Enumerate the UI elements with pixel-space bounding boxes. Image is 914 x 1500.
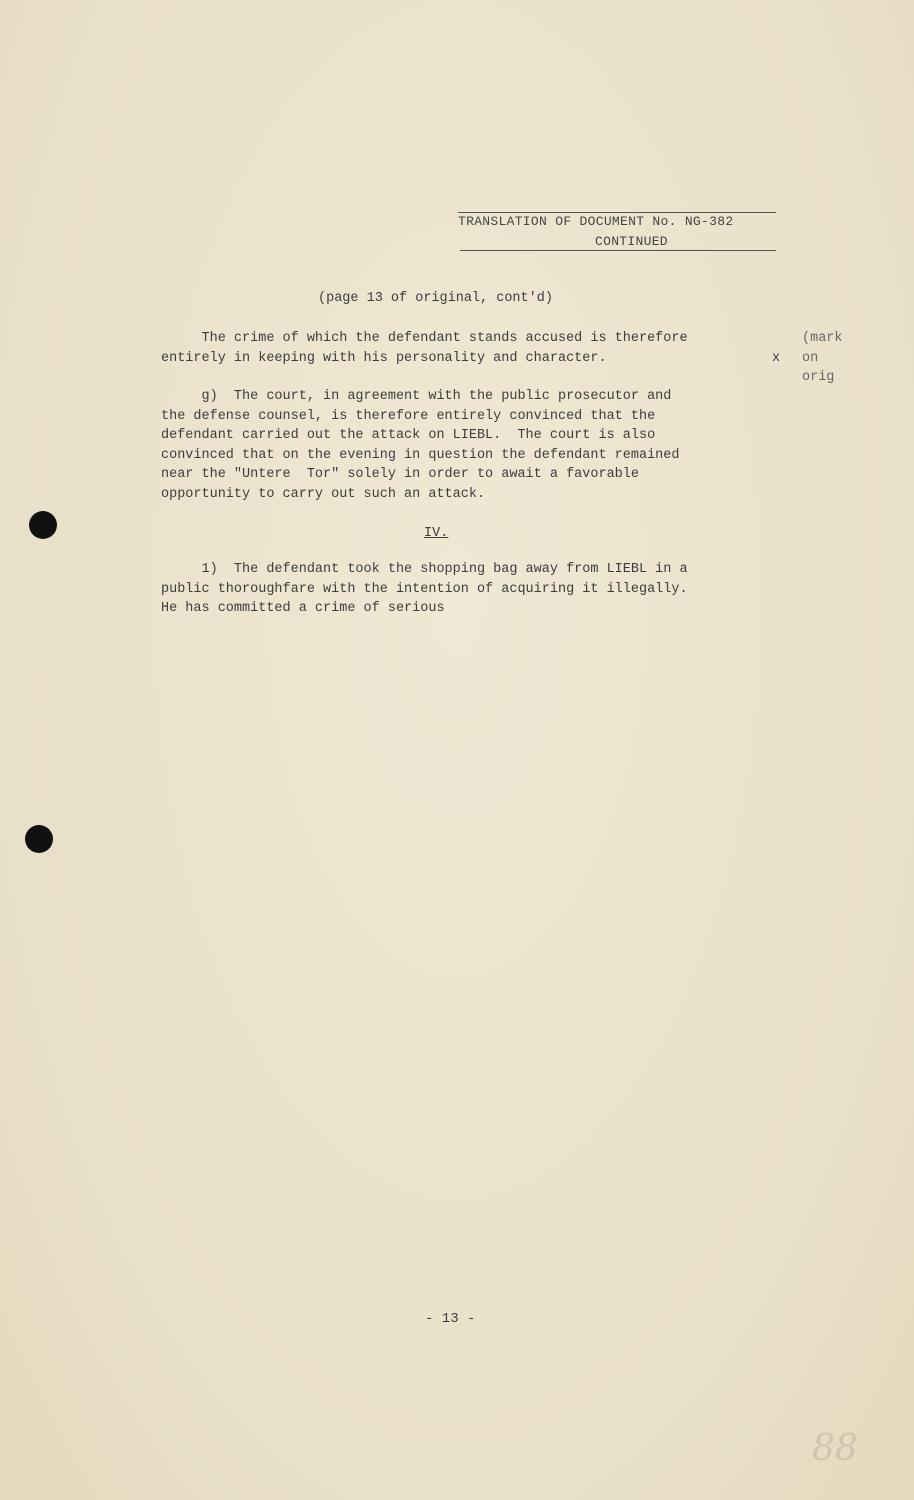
header-subtitle: CONTINUED [595,234,668,249]
margin-x-mark: x [772,351,781,366]
margin-note: (mark on orig [802,331,843,385]
header-bottom-rule [460,250,776,251]
paragraph-personality: The crime of which the defendant stands accused is therefore entirely in keeping with his personality and character. [161,331,688,366]
page-number: - 13 - [425,1311,476,1327]
paragraph-section-iv-1: 1) The defendant took the shopping bag away from LIEBL in a public thoroughfare with the intention of acquiring it illegally. He has committed a crime of serious [161,562,688,616]
section-heading: IV. [424,526,449,541]
handwritten-pencil-mark: 88 [812,1428,858,1469]
header-top-rule [458,212,776,213]
page-reference: (page 13 of original, cont'd) [318,291,553,306]
header-title: TRANSLATION OF DOCUMENT No. NG-382 [458,214,734,229]
punch-hole-top [29,511,57,539]
paragraph-court-conviction: g) The court, in agreement with the public prosecutor and the defense counsel, is therefore entirely convinced that the defendant carried out the attack on LIEBL. The court is also convinced that on the evening in question the defendant remained near the "Untere Tor" solely in order to await a favorable opportunity to carry out such an attack. [161,389,680,502]
punch-hole-bottom [25,825,53,853]
